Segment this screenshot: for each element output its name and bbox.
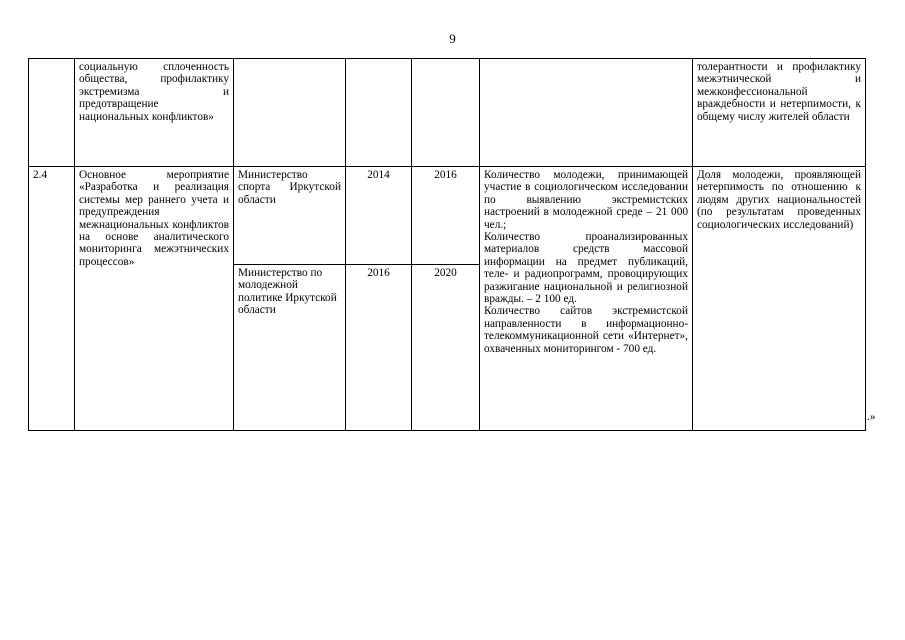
table-row-2-4-a — [29, 167, 866, 265]
result-item: Количество сайтов экстремистской направленности в информационно-телекоммуникационной сети «Интернет», охваченных мониторингом - 700 ед. — [484, 305, 688, 355]
cell-start-year-sport: 2014 — [346, 167, 412, 265]
cell-start-year-youth: 2016 — [346, 265, 412, 431]
page-number: 9 — [449, 31, 456, 46]
cell-executor-empty — [234, 59, 346, 167]
cell-end-year-youth: 2020 — [412, 265, 480, 431]
cell-event-name-continued: социальную сплоченность общества, профилактику экстремизма и предотвращение национальных конфликтов» — [75, 59, 234, 167]
cell-start-empty — [346, 59, 412, 167]
result-item: Количество молодежи, принимающей участие в социологическом исследовании по выявлению экстремистских настроений в молодежной среде – 21 000 чел.; — [484, 169, 688, 231]
program-table — [28, 58, 866, 431]
cell-results-empty — [480, 59, 693, 167]
cell-end-year-sport: 2016 — [412, 167, 480, 265]
cell-results — [480, 167, 693, 431]
cell-end-empty — [412, 59, 480, 167]
cell-indicator-continued: толерантности и профилактику межэтнической и межконфессиональной враждебности и нетерпимости, к общему числу жителей области — [693, 59, 866, 167]
table-row-continued — [29, 59, 866, 167]
cell-number-empty — [29, 59, 75, 167]
cell-indicator: Доля молодежи, проявляющей нетерпимость по отношению к людям других национальностей (по результатам проведенных социологических исследований) — [693, 167, 866, 431]
cell-executor-sport: Министерство спорта Иркутской области — [234, 167, 346, 265]
result-item: Количество проанализированных материалов средств массовой информации на предмет публикаций, теле- и радиопрограмм, провоцирующих разжигание национальной и религиозной вражды. – 2 100 ед. — [484, 231, 688, 306]
cell-event-name: Основное мероприятие «Разработка и реализация системы мер раннего учета и предупреждения межнациональных конфликтов на основе аналитического мониторинга межэтнических процессов» — [75, 167, 234, 431]
cell-row-number: 2.4 — [29, 167, 75, 431]
cell-executor-youth: Министерство по молодежной политике Иркутской области — [234, 265, 346, 431]
closing-quote-mark: .» — [867, 411, 876, 423]
